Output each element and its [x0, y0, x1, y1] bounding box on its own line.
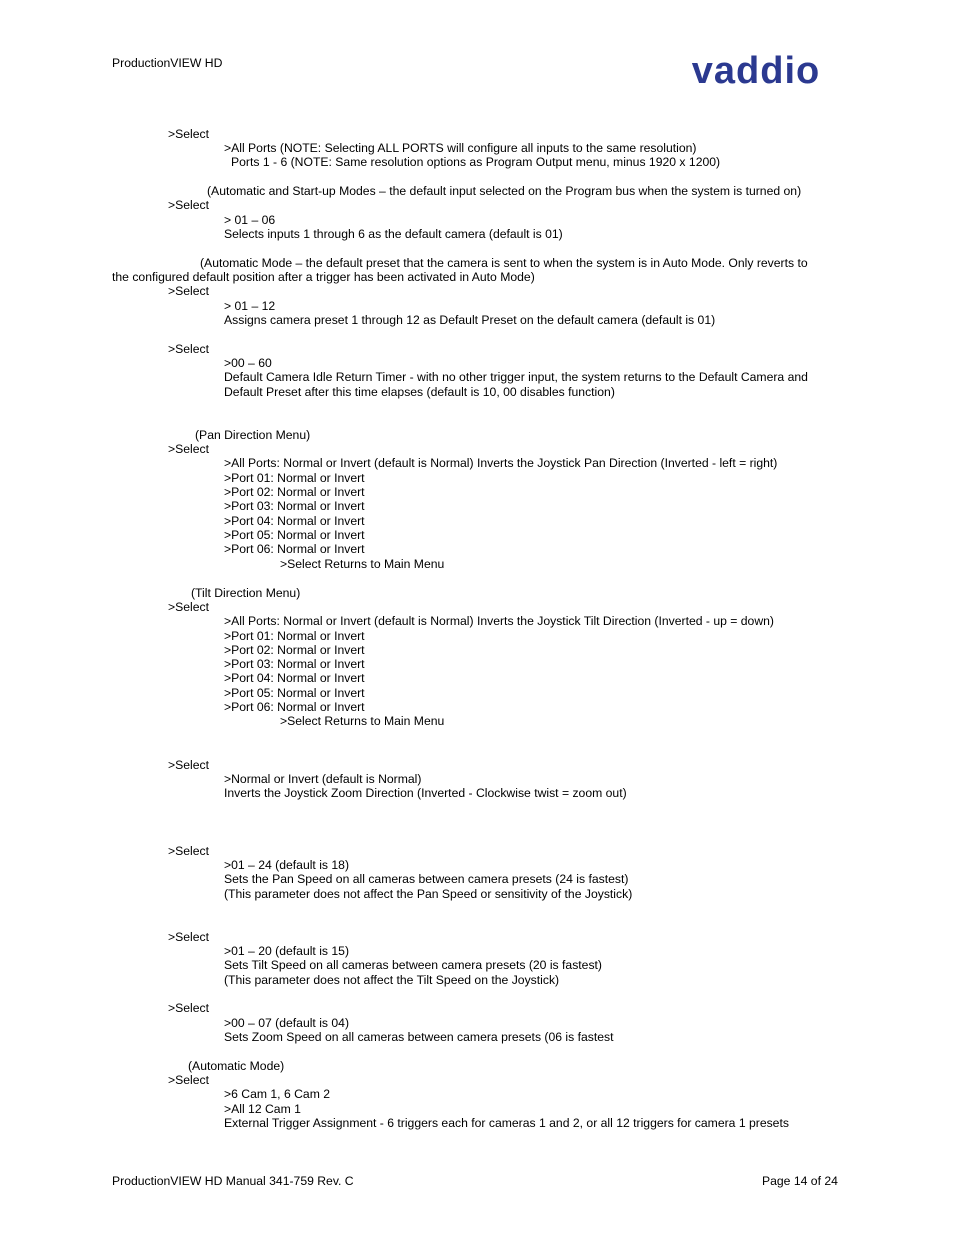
body-line: >All Ports (NOTE: Selecting ALL PORTS will configure all inputs to the same resolution)	[224, 141, 697, 155]
footer-manual-title: ProductionVIEW HD Manual 341-759 Rev. C	[112, 1174, 354, 1188]
body-line: (Pan Direction Menu)	[195, 428, 311, 442]
body-line: >Select	[168, 600, 209, 614]
body-line: >Select	[168, 844, 209, 858]
body-line: >Port 05: Normal or Invert	[224, 686, 365, 700]
body-line: >00 – 07 (default is 04)	[224, 1016, 350, 1030]
body-line: Inverts the Joystick Zoom Direction (Inverted - Clockwise twist = zoom out)	[224, 786, 627, 800]
body-line: >Port 01: Normal or Invert	[224, 629, 365, 643]
body-line: >Select	[168, 284, 209, 298]
body-line: (This parameter does not affect the Pan Speed or sensitivity of the Joystick)	[224, 887, 633, 901]
body-line: Selects inputs 1 through 6 as the default camera (default is 01)	[224, 227, 563, 241]
body-line: >Port 03: Normal or Invert	[224, 657, 365, 671]
body-line: (Tilt Direction Menu)	[191, 586, 301, 600]
body-line: >Port 02: Normal or Invert	[224, 643, 365, 657]
body-line: >All Ports: Normal or Invert (default is Normal) Inverts the Joystick Pan Direction (Inverted - left = right)	[224, 456, 778, 470]
body-line: >Port 04: Normal or Invert	[224, 671, 365, 685]
body-line: >Select	[168, 930, 209, 944]
body-line: >Select	[168, 442, 209, 456]
vaddio-logo	[658, 55, 854, 89]
document-title: ProductionVIEW HD	[112, 56, 223, 70]
body-line: (Automatic Mode – the default preset that the camera is sent to when the system is in Auto Mode. Only reverts to	[200, 256, 808, 270]
body-line: >01 – 24 (default is 18)	[224, 858, 350, 872]
body-line: >Port 01: Normal or Invert	[224, 471, 365, 485]
body-line: External Trigger Assignment - 6 triggers each for cameras 1 and 2, or all 12 triggers for camera 1 presets	[224, 1116, 789, 1130]
body-line: > 01 – 12	[224, 299, 276, 313]
body-line: Ports 1 - 6 (NOTE: Same resolution options as Program Output menu, minus 1920 x 1200)	[231, 155, 721, 169]
body-line: Assigns camera preset 1 through 12 as Default Preset on the default camera (default is 01)	[224, 313, 716, 327]
body-line: > 01 – 06	[224, 213, 276, 227]
body-line: >Port 04: Normal or Invert	[224, 514, 365, 528]
body-line: >Select	[168, 127, 209, 141]
body-line: >Select	[168, 758, 209, 772]
body-line: (This parameter does not affect the Tilt Speed on the Joystick)	[224, 973, 560, 987]
body-line: >Port 02: Normal or Invert	[224, 485, 365, 499]
body-line: >6 Cam 1, 6 Cam 2	[224, 1087, 331, 1101]
body-line: Sets the Pan Speed on all cameras between camera presets (24 is fastest)	[224, 872, 629, 886]
body-line: >Normal or Invert (default is Normal)	[224, 772, 422, 786]
footer-page-number: Page 14 of 24	[762, 1174, 838, 1188]
body-line: >Port 06: Normal or Invert	[224, 700, 365, 714]
body-line: Default Preset after this time elapses (default is 10, 00 disables function)	[224, 385, 615, 399]
body-line: (Automatic and Start-up Modes – the default input selected on the Program bus when the system is turned on)	[207, 184, 802, 198]
body-line: >All Ports: Normal or Invert (default is Normal) Inverts the Joystick Tilt Direction (Inverted - up = down)	[224, 614, 774, 628]
body-line: >Port 05: Normal or Invert	[224, 528, 365, 542]
body-line: >Select	[168, 1001, 209, 1015]
body-line: (Automatic Mode)	[188, 1059, 285, 1073]
body-line: >Select	[168, 1073, 209, 1087]
body-line: Sets Tilt Speed on all cameras between camera presets (20 is fastest)	[224, 958, 602, 972]
body-line: >00 – 60	[224, 356, 272, 370]
body-line: >Port 06: Normal or Invert	[224, 542, 365, 556]
body-line: >Port 03: Normal or Invert	[224, 499, 365, 513]
body-line: >Select	[168, 342, 209, 356]
body-line: Default Camera Idle Return Timer - with no other trigger input, the system returns to the Default Camera and	[224, 370, 808, 384]
body-line: >Select Returns to Main Menu	[280, 557, 445, 571]
body-line: >Select	[168, 198, 209, 212]
body-line: >All 12 Cam 1	[224, 1102, 301, 1116]
body-line: >Select Returns to Main Menu	[280, 714, 445, 728]
body-line: >01 – 20 (default is 15)	[224, 944, 350, 958]
logo-text: vaddio	[691, 55, 821, 89]
body-line: Sets Zoom Speed on all cameras between camera presets (06 is fastest	[224, 1030, 614, 1044]
body-line: the configured default position after a trigger has been activated in Auto Mode)	[112, 270, 535, 284]
